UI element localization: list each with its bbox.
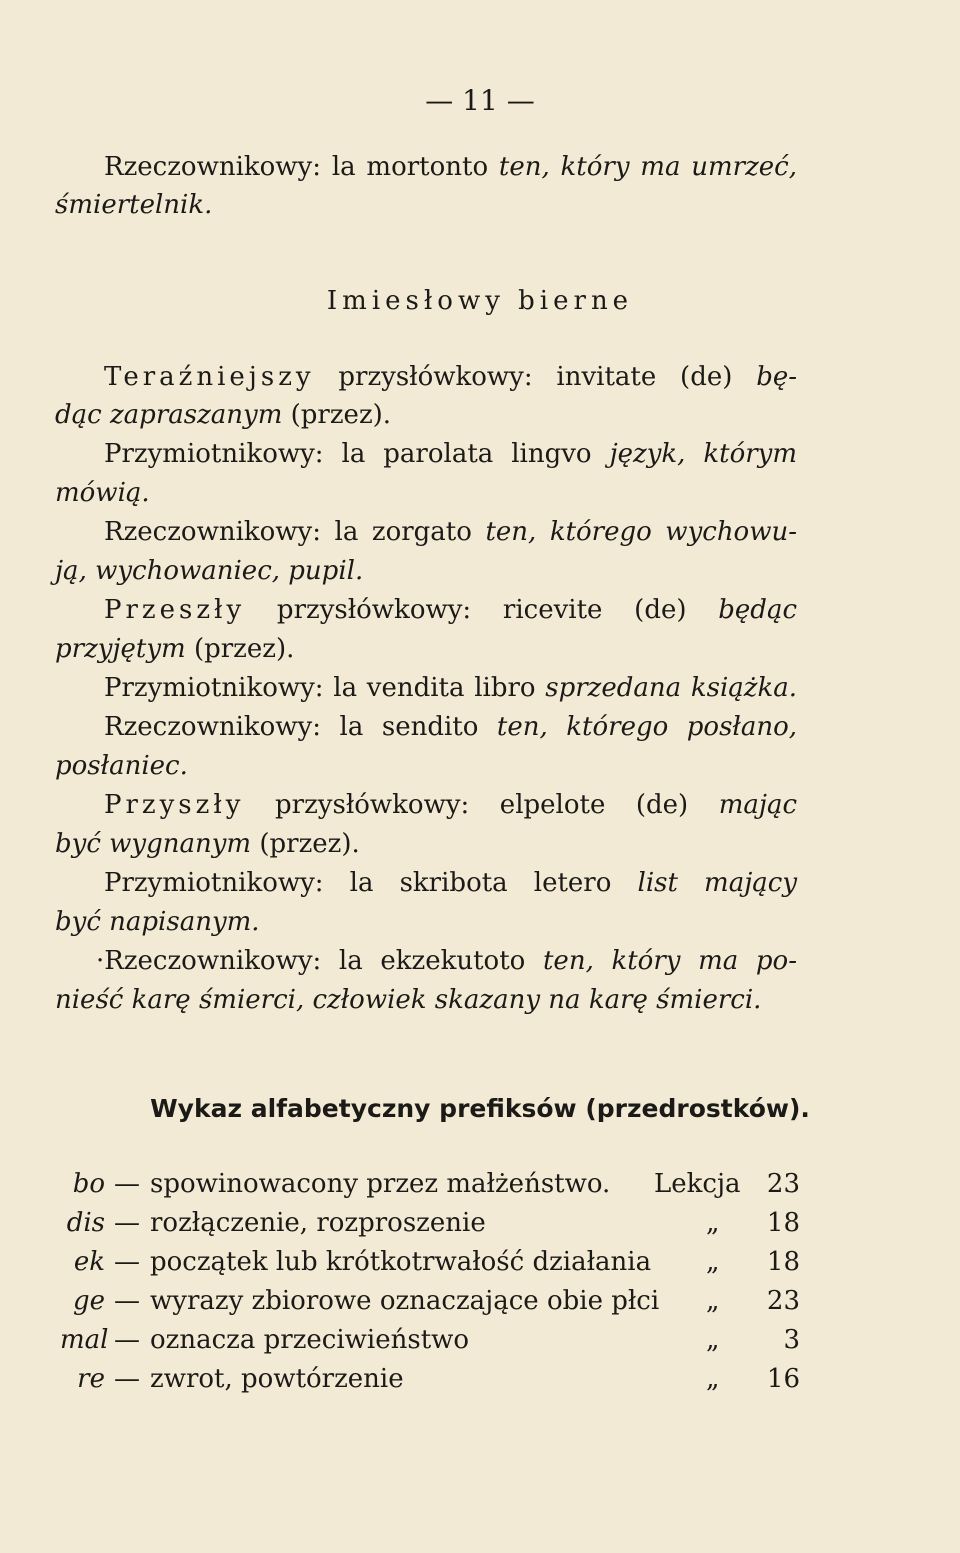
text-line: dąc zapraszanym (przez). [55, 400, 392, 430]
text-line: Rzeczownikowy: la zorgato ten, którego wychowu- [104, 517, 797, 547]
ditto-mark: „ [706, 1364, 720, 1394]
prefix-row: dis — rozłączenie, rozproszenie „ 18 [0, 1206, 960, 1240]
text-line: posłaniec. [55, 751, 188, 781]
section-title: Imiesłowy bierne [326, 286, 634, 316]
text-line: Przymiotnikowy: la vendita libro sprzedana książka. [104, 673, 797, 703]
text-line: przyjętym (przez). [55, 634, 295, 664]
ditto-mark: „ [706, 1325, 720, 1355]
prefix-code: ge [72, 1286, 105, 1316]
text-line: Rzeczownikowy: la mortonto ten, który ma umrzeć, [104, 152, 797, 182]
lesson-number: 3 [783, 1325, 800, 1355]
ditto-mark: „ [706, 1208, 720, 1238]
prefix-code: dis [66, 1208, 105, 1238]
lesson-number: 23 [766, 1286, 800, 1316]
text-line: ·Rzeczownikowy: la ekzekutoto ten, który ma po- [96, 946, 797, 976]
prefix-row: ge — wyrazy zbiorowe oznaczające obie płci „ 23 [0, 1284, 960, 1318]
prefix-code: re [77, 1364, 105, 1394]
page-number: — 11 — [425, 84, 535, 117]
text-line: Przymiotnikowy: la skribota letero list mający [104, 868, 798, 898]
ditto-mark: „ [706, 1286, 720, 1316]
lesson-number: 16 [766, 1364, 800, 1394]
prefix-row: re — zwrot, powtórzenie „ 16 [0, 1362, 960, 1396]
prefix-description: spowinowacony przez małżeństwo. [150, 1169, 611, 1199]
text-line: Teraźniejszy przysłówkowy: invitate (de) bę- [104, 362, 798, 392]
prefix-code: bo [72, 1169, 105, 1199]
prefix-description: wyrazy zbiorowe oznaczające obie płci [150, 1286, 660, 1316]
text-line: nieść karę śmierci, człowiek skazany na karę śmierci. [55, 985, 762, 1015]
lesson-label: Lekcja [654, 1169, 741, 1199]
prefix-description: rozłączenie, rozproszenie [150, 1208, 486, 1238]
prefix-description: początek lub krótkotrwałość działania [150, 1247, 652, 1277]
prefix-row: mal — oznacza przeciwieństwo „ 3 [60, 1325, 800, 1355]
lesson-number: 18 [766, 1247, 800, 1277]
lesson-number: 23 [766, 1169, 800, 1199]
text-line: Rzeczownikowy: la sendito ten, którego posłano, [104, 712, 798, 742]
text-line: Przyszły przysłówkowy: elpelote (de) mając [104, 790, 798, 820]
prefix-row: bo — spowinowacony przez małżeństwo. Lekcja 23 [0, 1167, 960, 1201]
text-line: śmiertelnik. [55, 190, 213, 220]
prefix-list-title: Wykaz alfabetyczny prefiksów (przedrostków). [150, 1094, 810, 1123]
prefix-description: oznacza przeciwieństwo [150, 1325, 470, 1355]
prefix-code: ek [73, 1247, 105, 1277]
text-line: Przeszły przysłówkowy: ricevite (de) będąc [104, 595, 798, 625]
text-line: ją, wychowaniec, pupil. [55, 556, 364, 586]
ditto-mark: „ [706, 1247, 720, 1277]
text-line: być wygnanym (przez). [55, 829, 360, 859]
text-line: mówią. [55, 478, 150, 508]
lesson-number: 18 [766, 1208, 800, 1238]
prefix-description: zwrot, powtórzenie [150, 1364, 404, 1394]
text-line: być napisanym. [55, 907, 260, 937]
text-line: Przymiotnikowy: la parolata lingvo język, którym [104, 439, 798, 469]
prefix-code: mal [60, 1325, 109, 1355]
prefix-row: ek — początek lub krótkotrwałość działania „ 18 [0, 1245, 960, 1279]
